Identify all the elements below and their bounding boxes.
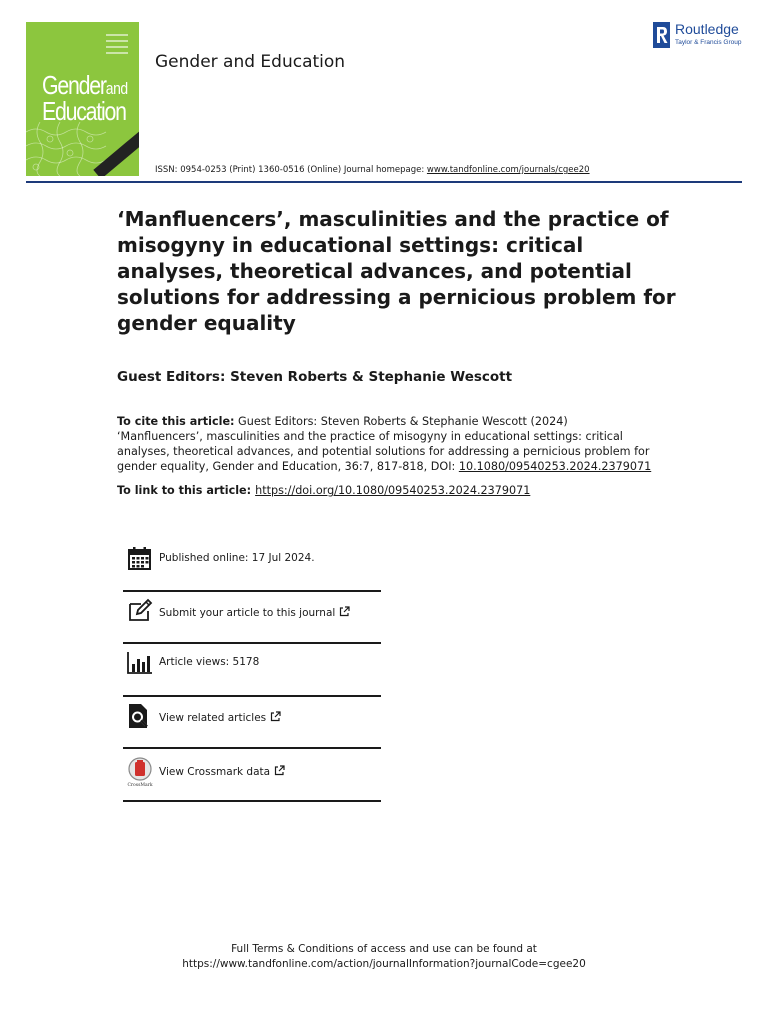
cover-title-line2: Education bbox=[42, 96, 126, 126]
published-online-item bbox=[123, 546, 381, 574]
external-link-icon bbox=[270, 711, 281, 722]
external-link-icon bbox=[339, 606, 350, 617]
issn-text: ISSN: 0954-0253 (Print) 1360-0516 (Online) Journal homepage: bbox=[155, 165, 427, 175]
edit-icon bbox=[127, 598, 153, 624]
journal-homepage-link[interactable]: www.tandfonline.com/journals/cgee20 bbox=[426, 165, 590, 175]
footer bbox=[0, 942, 768, 972]
related-search-icon bbox=[127, 703, 153, 729]
cover-title-line1: Genderand bbox=[42, 70, 128, 100]
submit-article-item[interactable] bbox=[123, 598, 381, 626]
guest-editors: Guest Editors: Steven Roberts & Stephanie Wescott bbox=[117, 369, 513, 385]
article-views-item bbox=[123, 650, 381, 676]
publisher-subtitle: Taylor & Francis Group bbox=[675, 39, 742, 46]
divider bbox=[123, 590, 381, 592]
citation-text: Guest Editors: Steven Roberts & Stephanie Wescott (2024) ‘Manfluencers’, masculinities and the practice of misogyny in educational settings: critical analyses, theoretical advances, and potential solutions for addressing a pernicious problem for gender equality, Gender and Education, 36:7, 817-818, DOI: bbox=[117, 415, 650, 473]
related-articles-item[interactable] bbox=[123, 703, 381, 731]
footer-terms-link[interactable]: https://www.tandfonline.com/action/journalInformation?journalCode=cgee20 bbox=[182, 958, 586, 970]
calendar-icon bbox=[127, 546, 153, 572]
citation-block bbox=[117, 414, 657, 474]
published-online-label: Published online: 17 Jul 2024. bbox=[159, 552, 315, 564]
article-link-line bbox=[117, 484, 530, 497]
crossmark-item[interactable] bbox=[123, 757, 381, 787]
crossmark-icon bbox=[127, 757, 153, 787]
article-views-label: Article views: 5178 bbox=[159, 656, 260, 668]
related-articles-link[interactable]: View related articles bbox=[159, 711, 281, 724]
submit-article-link[interactable]: Submit your article to this journal bbox=[159, 606, 350, 619]
citation-label: To cite this article: bbox=[117, 415, 235, 428]
routledge-logo[interactable] bbox=[653, 22, 753, 50]
article-doi-link[interactable]: https://doi.org/10.1080/09540253.2024.2379071 bbox=[255, 484, 531, 497]
issn-line bbox=[155, 165, 590, 175]
article-title: ‘Manfluencers’, masculinities and the practice of misogyny in educational settings: critical analyses, theoretical advances, and potential solutions for addressing a pernicious problem for gender equality bbox=[117, 207, 676, 335]
divider bbox=[123, 800, 381, 802]
journal-cover bbox=[26, 22, 139, 176]
crossmark-link[interactable]: View Crossmark data bbox=[159, 765, 285, 778]
citation-doi-link[interactable]: 10.1080/09540253.2024.2379071 bbox=[458, 460, 652, 473]
crossmark-caption: CrossMark bbox=[127, 783, 153, 787]
divider bbox=[123, 695, 381, 697]
cover-decorative-lines bbox=[106, 34, 128, 58]
header-divider bbox=[26, 181, 742, 183]
routledge-r-icon bbox=[653, 22, 670, 48]
external-link-icon bbox=[274, 765, 285, 776]
journal-title[interactable]: Gender and Education bbox=[155, 52, 346, 72]
link-label: To link to this article: bbox=[117, 484, 252, 497]
bar-chart-icon bbox=[127, 650, 153, 676]
publisher-name: Routledge bbox=[675, 21, 739, 37]
footer-line1: Full Terms & Conditions of access and use can be found at bbox=[231, 943, 537, 955]
divider bbox=[123, 747, 381, 749]
divider bbox=[123, 642, 381, 644]
